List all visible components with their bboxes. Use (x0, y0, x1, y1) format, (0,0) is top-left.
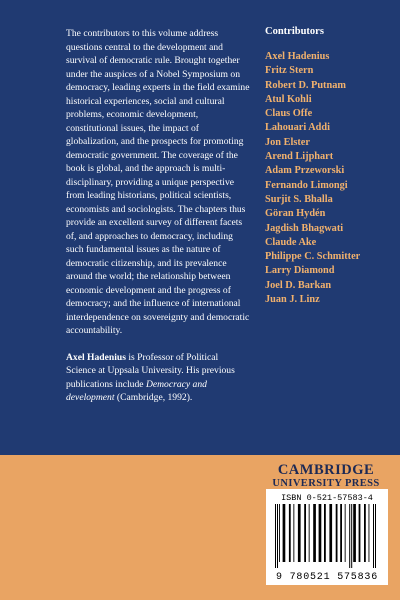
author-book-title: Democracy and development (66, 378, 207, 403)
contributors-list (265, 50, 395, 307)
author-bio-text-2: (Cambridge, 1992). (114, 392, 193, 403)
contributor-name: Göran Hydén (265, 208, 326, 220)
barcode-graphic (273, 504, 381, 568)
barcode-bar (345, 504, 346, 562)
barcode-bar (275, 504, 276, 568)
barcode-bar (373, 504, 374, 568)
contributors-section (265, 26, 395, 307)
barcode-bar (309, 504, 310, 562)
contributor-name: Jagdish Bhagwati (265, 222, 344, 234)
barcode-bar (375, 504, 376, 568)
contributor-name: Adam Przeworski (265, 165, 345, 177)
publisher-subtitle: UNIVERSITY PRESS (272, 478, 380, 489)
contributor-name: Surjit S. Bhalla (265, 193, 333, 205)
contributor-name: Arend Lijphart (265, 151, 334, 163)
barcode-bar (329, 504, 332, 562)
barcode-bar (298, 504, 301, 562)
barcode-bar (340, 504, 342, 562)
contributor-name: Joel D. Barkan (265, 279, 332, 291)
barcode-bar (319, 504, 322, 562)
barcode-bar (289, 504, 291, 562)
contributor-name: Axel Hadenius (265, 51, 330, 62)
barcode-bar (351, 504, 352, 568)
contributor-name: Jon Elster (265, 136, 310, 148)
isbn-label: ISBN 0-521-57583-4 (281, 493, 373, 503)
contributor-name: Atul Kohli (265, 93, 312, 105)
barcode-bar (369, 504, 370, 562)
author-bio-text-1: is Professor of Political Science at Uppsala University. His previous publications include (66, 351, 235, 390)
barcode-bar (359, 504, 361, 562)
contributor-name: Juan J. Linz (265, 294, 320, 306)
barcode-bar (324, 504, 326, 562)
barcode-bar (349, 504, 350, 568)
contributor-name: Claus Offe (265, 108, 313, 120)
author-name: Axel Hadenius (66, 351, 126, 363)
publisher-name: CAMBRIDGE (277, 462, 375, 478)
isbn-barcode-box (266, 489, 388, 585)
contributor-name: Philippe C. Schmitter (265, 251, 361, 263)
contributor-name: Robert D. Putnam (265, 79, 346, 91)
barcode-bar (277, 504, 278, 568)
barcode-bar (293, 504, 294, 562)
contributor-name: Fritz Stern (265, 65, 314, 77)
contributor-name: Lahouari Addi (265, 122, 330, 134)
barcode-digits: 9 780521 575836 (275, 572, 378, 583)
contributors-heading: Contributors (265, 26, 324, 37)
book-description (66, 27, 250, 418)
contributor-name: Larry Diamond (265, 265, 335, 277)
author-bio (66, 351, 250, 405)
description-paragraph: The contributors to this volume address questions central to the development and survival of democratic rule. Brought together under the auspices of a Nobel Symposium on democracy, leading experts in the field examine historical experiences, social and cultural problems, economic development, constitutional issues, the impact of globalization, and the prospects for promoting democratic government. The coverage of the book is global, and the approach is multi-disciplinary, providing a unique perspective from leading historians, political scientists, economists and sociologists. The chapters thus provide an excellent survey of different facets of, and approaches to democracy, including such fundamental issues as the nature of democratic citizenship, and its prevalence around the world; the relationship between economic development and the progress of democracy; and the influence of international interdependence on sovereignty and democratic accountability. (66, 28, 250, 336)
barcode-bar (364, 504, 366, 562)
publisher-logo (266, 462, 386, 490)
barcode-bar (304, 504, 306, 562)
barcode-bar (279, 504, 280, 562)
barcode-bar (353, 504, 356, 562)
contributor-name: Fernando Limongi (265, 179, 348, 191)
barcode-bar (313, 504, 316, 562)
barcode-bar (283, 504, 286, 562)
contributor-name: Claude Ake (265, 236, 317, 248)
barcode-bar (336, 504, 338, 562)
